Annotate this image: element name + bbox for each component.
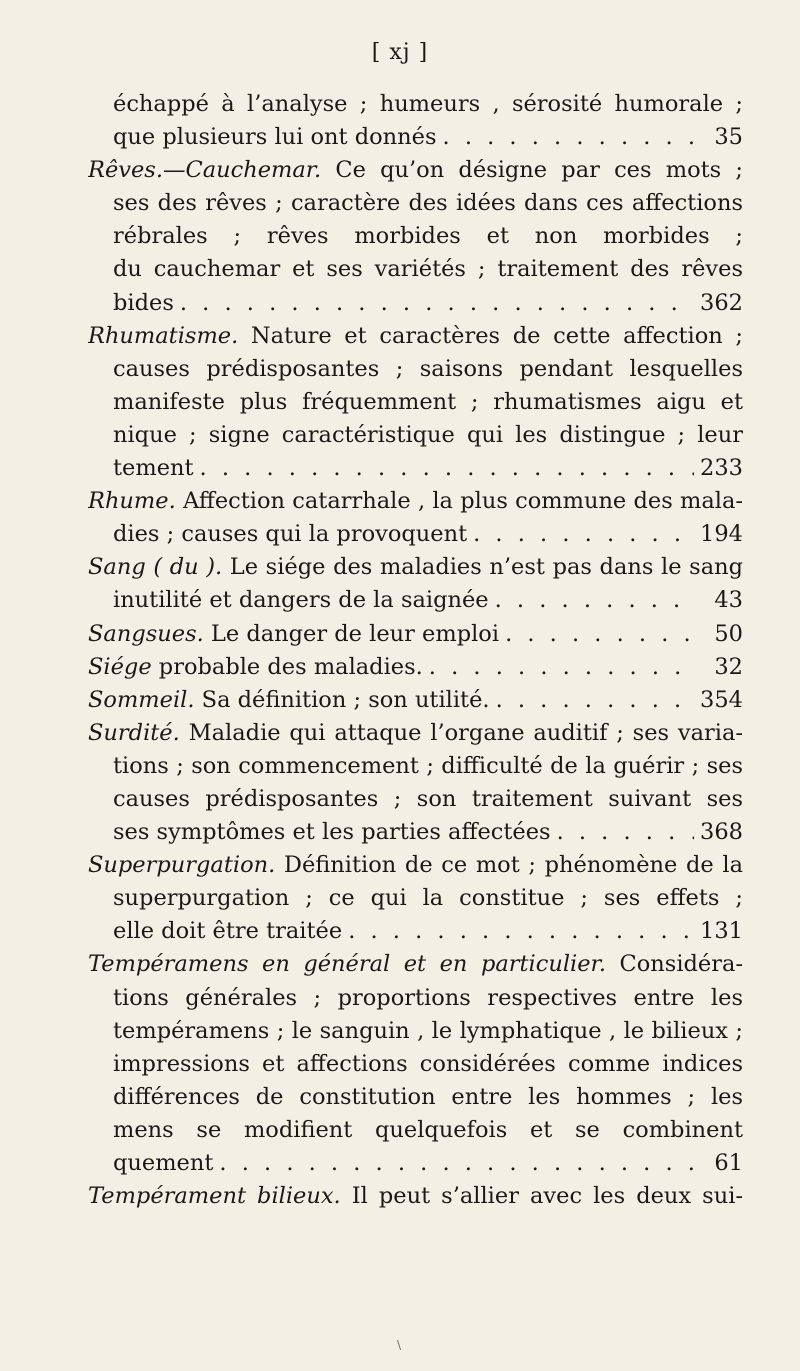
index-line xyxy=(88,1081,743,1114)
index-line xyxy=(88,982,743,1015)
index-entry xyxy=(88,717,743,849)
entry-text: Nature et caractères de cette affection ; xyxy=(250,322,743,349)
entry-text: tions ; son commencement ; difficulté de la guérir ; ses xyxy=(113,752,743,779)
entry-text: probable des maladies. xyxy=(151,653,423,680)
index-line xyxy=(88,948,743,981)
page-reference: 50 xyxy=(714,620,743,647)
entry-text: tement xyxy=(113,455,194,482)
line-text xyxy=(113,518,467,551)
page-reference: 43 xyxy=(714,587,743,614)
line-text xyxy=(113,753,743,779)
dot-leader xyxy=(496,684,694,717)
index-line xyxy=(88,1180,743,1213)
entry-text: tempéramens ; le sanguin , le lymphatique , le bilieux ; xyxy=(113,1017,743,1044)
line-text xyxy=(113,885,743,915)
entry-text: elle doit être traitée xyxy=(113,918,343,945)
entry-text: bides xyxy=(113,289,174,316)
index-line xyxy=(88,717,743,750)
entry-text: causes prédisposantes ; saisons pendant lesquelles xyxy=(113,355,743,382)
line-text xyxy=(88,157,743,187)
index-line xyxy=(88,88,743,121)
line-text xyxy=(88,651,423,684)
index-line xyxy=(88,1147,743,1180)
line-text xyxy=(113,1051,743,1081)
entry-text: Le siége des maladies n’est pas dans le sang xyxy=(229,554,743,581)
index-line xyxy=(88,452,743,485)
line-text xyxy=(113,91,743,121)
line-text xyxy=(88,1183,743,1209)
entry-text: tions générales ; proportions respectives entre les xyxy=(113,984,743,1011)
index-line xyxy=(88,651,743,684)
index-entry xyxy=(88,320,743,485)
entry-text: que plusieurs lui ont donnés xyxy=(113,124,437,151)
index-term: Sangsues. xyxy=(88,620,204,647)
line-text xyxy=(88,951,743,977)
entry-text: Le danger de leur emploi xyxy=(203,620,500,647)
page-reference: 368 xyxy=(700,819,743,846)
index-line xyxy=(88,220,743,253)
index-line xyxy=(88,154,743,187)
index-line xyxy=(88,320,743,353)
entry-text: Maladie qui attaque l’organe auditif ; ses varia- xyxy=(179,719,743,746)
dot-leader xyxy=(443,121,697,154)
entry-text: Affection catarrhale , la plus commune des mala- xyxy=(175,488,743,515)
index-line xyxy=(88,849,743,882)
line-text xyxy=(88,720,743,746)
index-entry xyxy=(88,618,743,651)
entry-text: rébrales ; rêves morbides et non morbides ; xyxy=(113,223,743,250)
entry-text: manifeste plus fréquemment ; rhumatismes aigu et xyxy=(113,388,743,415)
index-line xyxy=(88,1015,743,1048)
index-line xyxy=(88,551,743,584)
dot-leader xyxy=(348,915,694,948)
index-line xyxy=(88,187,743,220)
index-entry xyxy=(88,849,743,948)
index-line xyxy=(88,386,743,419)
dot-leader xyxy=(219,1147,697,1180)
index-line xyxy=(88,915,743,948)
page-reference: 362 xyxy=(700,289,743,316)
page-reference: 32 xyxy=(714,653,743,680)
dot-leader xyxy=(200,452,695,485)
line-text xyxy=(113,356,743,386)
page-reference: 233 xyxy=(700,455,743,482)
index-entry xyxy=(88,154,743,319)
line-text xyxy=(113,389,743,419)
index-entry xyxy=(88,551,743,617)
index-entries xyxy=(88,88,743,1213)
line-text xyxy=(88,852,743,878)
index-entry xyxy=(88,88,743,154)
entry-text: quement xyxy=(113,1150,214,1176)
line-text xyxy=(113,452,194,485)
entry-text: mens se modifient quelquefois et se combinent xyxy=(113,1116,743,1143)
index-line xyxy=(88,419,743,452)
line-text xyxy=(88,554,743,584)
line-text xyxy=(113,1084,743,1114)
dot-leader xyxy=(557,816,694,849)
line-text xyxy=(113,816,551,849)
index-term: Siége xyxy=(88,653,152,680)
index-term: Tempérament bilieux. xyxy=(88,1183,341,1210)
line-text xyxy=(113,786,743,816)
entry-text: ses des rêves ; caractère des idées dans ces affections xyxy=(113,190,743,217)
line-text xyxy=(113,121,437,154)
index-entry xyxy=(88,651,743,684)
dot-leader xyxy=(495,584,697,617)
index-entry xyxy=(88,948,743,1180)
index-line xyxy=(88,882,743,915)
dot-leader xyxy=(429,651,697,684)
line-text xyxy=(113,584,489,617)
line-text xyxy=(113,915,342,948)
line-text xyxy=(113,422,743,452)
dot-leader xyxy=(180,287,694,320)
index-term: Tempéramens en général et en particulier. xyxy=(88,951,606,978)
line-text xyxy=(88,323,743,353)
page-reference: 35 xyxy=(714,124,743,151)
dot-leader xyxy=(473,518,694,551)
page-reference: 131 xyxy=(700,918,743,945)
index-line xyxy=(88,750,743,783)
line-text xyxy=(88,618,499,651)
index-term: Superpurgation. xyxy=(88,852,276,879)
entry-text: du cauchemar et ses variétés ; traitement des rêves xyxy=(113,256,743,283)
index-line xyxy=(88,253,743,286)
index-entry xyxy=(88,1180,743,1213)
line-text xyxy=(88,488,743,514)
line-text xyxy=(113,223,743,253)
entry-text: nique ; signe caractéristique qui les distingue ; leur xyxy=(113,421,743,448)
index-line xyxy=(88,1114,743,1147)
entry-text: Ce qu’on désigne par ces mots ; xyxy=(335,157,743,184)
entry-text: inutilité et dangers de la saignée xyxy=(113,587,489,614)
index-line xyxy=(88,584,743,617)
ink-mark: \ xyxy=(397,1338,402,1352)
index-line xyxy=(88,1048,743,1081)
entry-text: dies ; causes qui la provoquent xyxy=(113,521,468,548)
index-line xyxy=(88,485,743,518)
entry-text: Considéra- xyxy=(606,951,743,978)
entry-text: superpurgation ; ce qui la constitue ; ses effets ; xyxy=(113,885,743,912)
page-reference: 354 xyxy=(700,686,743,713)
line-text xyxy=(113,190,743,220)
index-entry xyxy=(88,684,743,717)
index-term: Rhume. xyxy=(88,488,176,515)
entry-text: Sa définition ; son utilité. xyxy=(194,686,490,713)
index-line xyxy=(88,783,743,816)
line-text xyxy=(113,1117,743,1147)
index-line xyxy=(88,287,743,320)
index-term: Rhumatisme. xyxy=(88,322,239,349)
dot-leader xyxy=(505,618,697,651)
index-line xyxy=(88,684,743,717)
line-text xyxy=(113,1147,213,1180)
index-term: Sommeil. xyxy=(88,686,195,713)
index-line xyxy=(88,518,743,551)
page-reference: 194 xyxy=(700,521,743,548)
index-term: Sang ( du ). xyxy=(88,554,223,581)
index-line xyxy=(88,353,743,386)
line-text xyxy=(113,985,743,1015)
page-number: [ xj ] xyxy=(371,40,429,65)
index-line xyxy=(88,618,743,651)
entry-text: ses symptômes et les parties affectées xyxy=(113,819,551,846)
entry-text: impressions et affections considérées comme indices xyxy=(113,1050,743,1077)
index-term: Rêves.—Cauchemar. xyxy=(88,157,322,184)
index-term: Surdité. xyxy=(88,719,180,746)
line-text xyxy=(113,256,743,286)
page-reference: 61 xyxy=(714,1150,743,1176)
index-entry xyxy=(88,485,743,551)
index-line xyxy=(88,816,743,849)
entry-text: Définition de ce mot ; phénomène de la xyxy=(275,852,743,879)
entry-text: échappé à l’analyse ; humeurs , sérosité humorale ; xyxy=(113,91,743,117)
entry-text: causes prédisposantes ; son traitement suivant ses xyxy=(113,785,743,812)
entry-text: Il peut s’allier avec les deux sui- xyxy=(340,1183,743,1210)
line-text xyxy=(113,287,174,320)
line-text xyxy=(88,684,490,717)
index-line xyxy=(88,121,743,154)
entry-text: différences de constitution entre les hommes ; les xyxy=(113,1083,743,1110)
line-text xyxy=(113,1018,743,1044)
